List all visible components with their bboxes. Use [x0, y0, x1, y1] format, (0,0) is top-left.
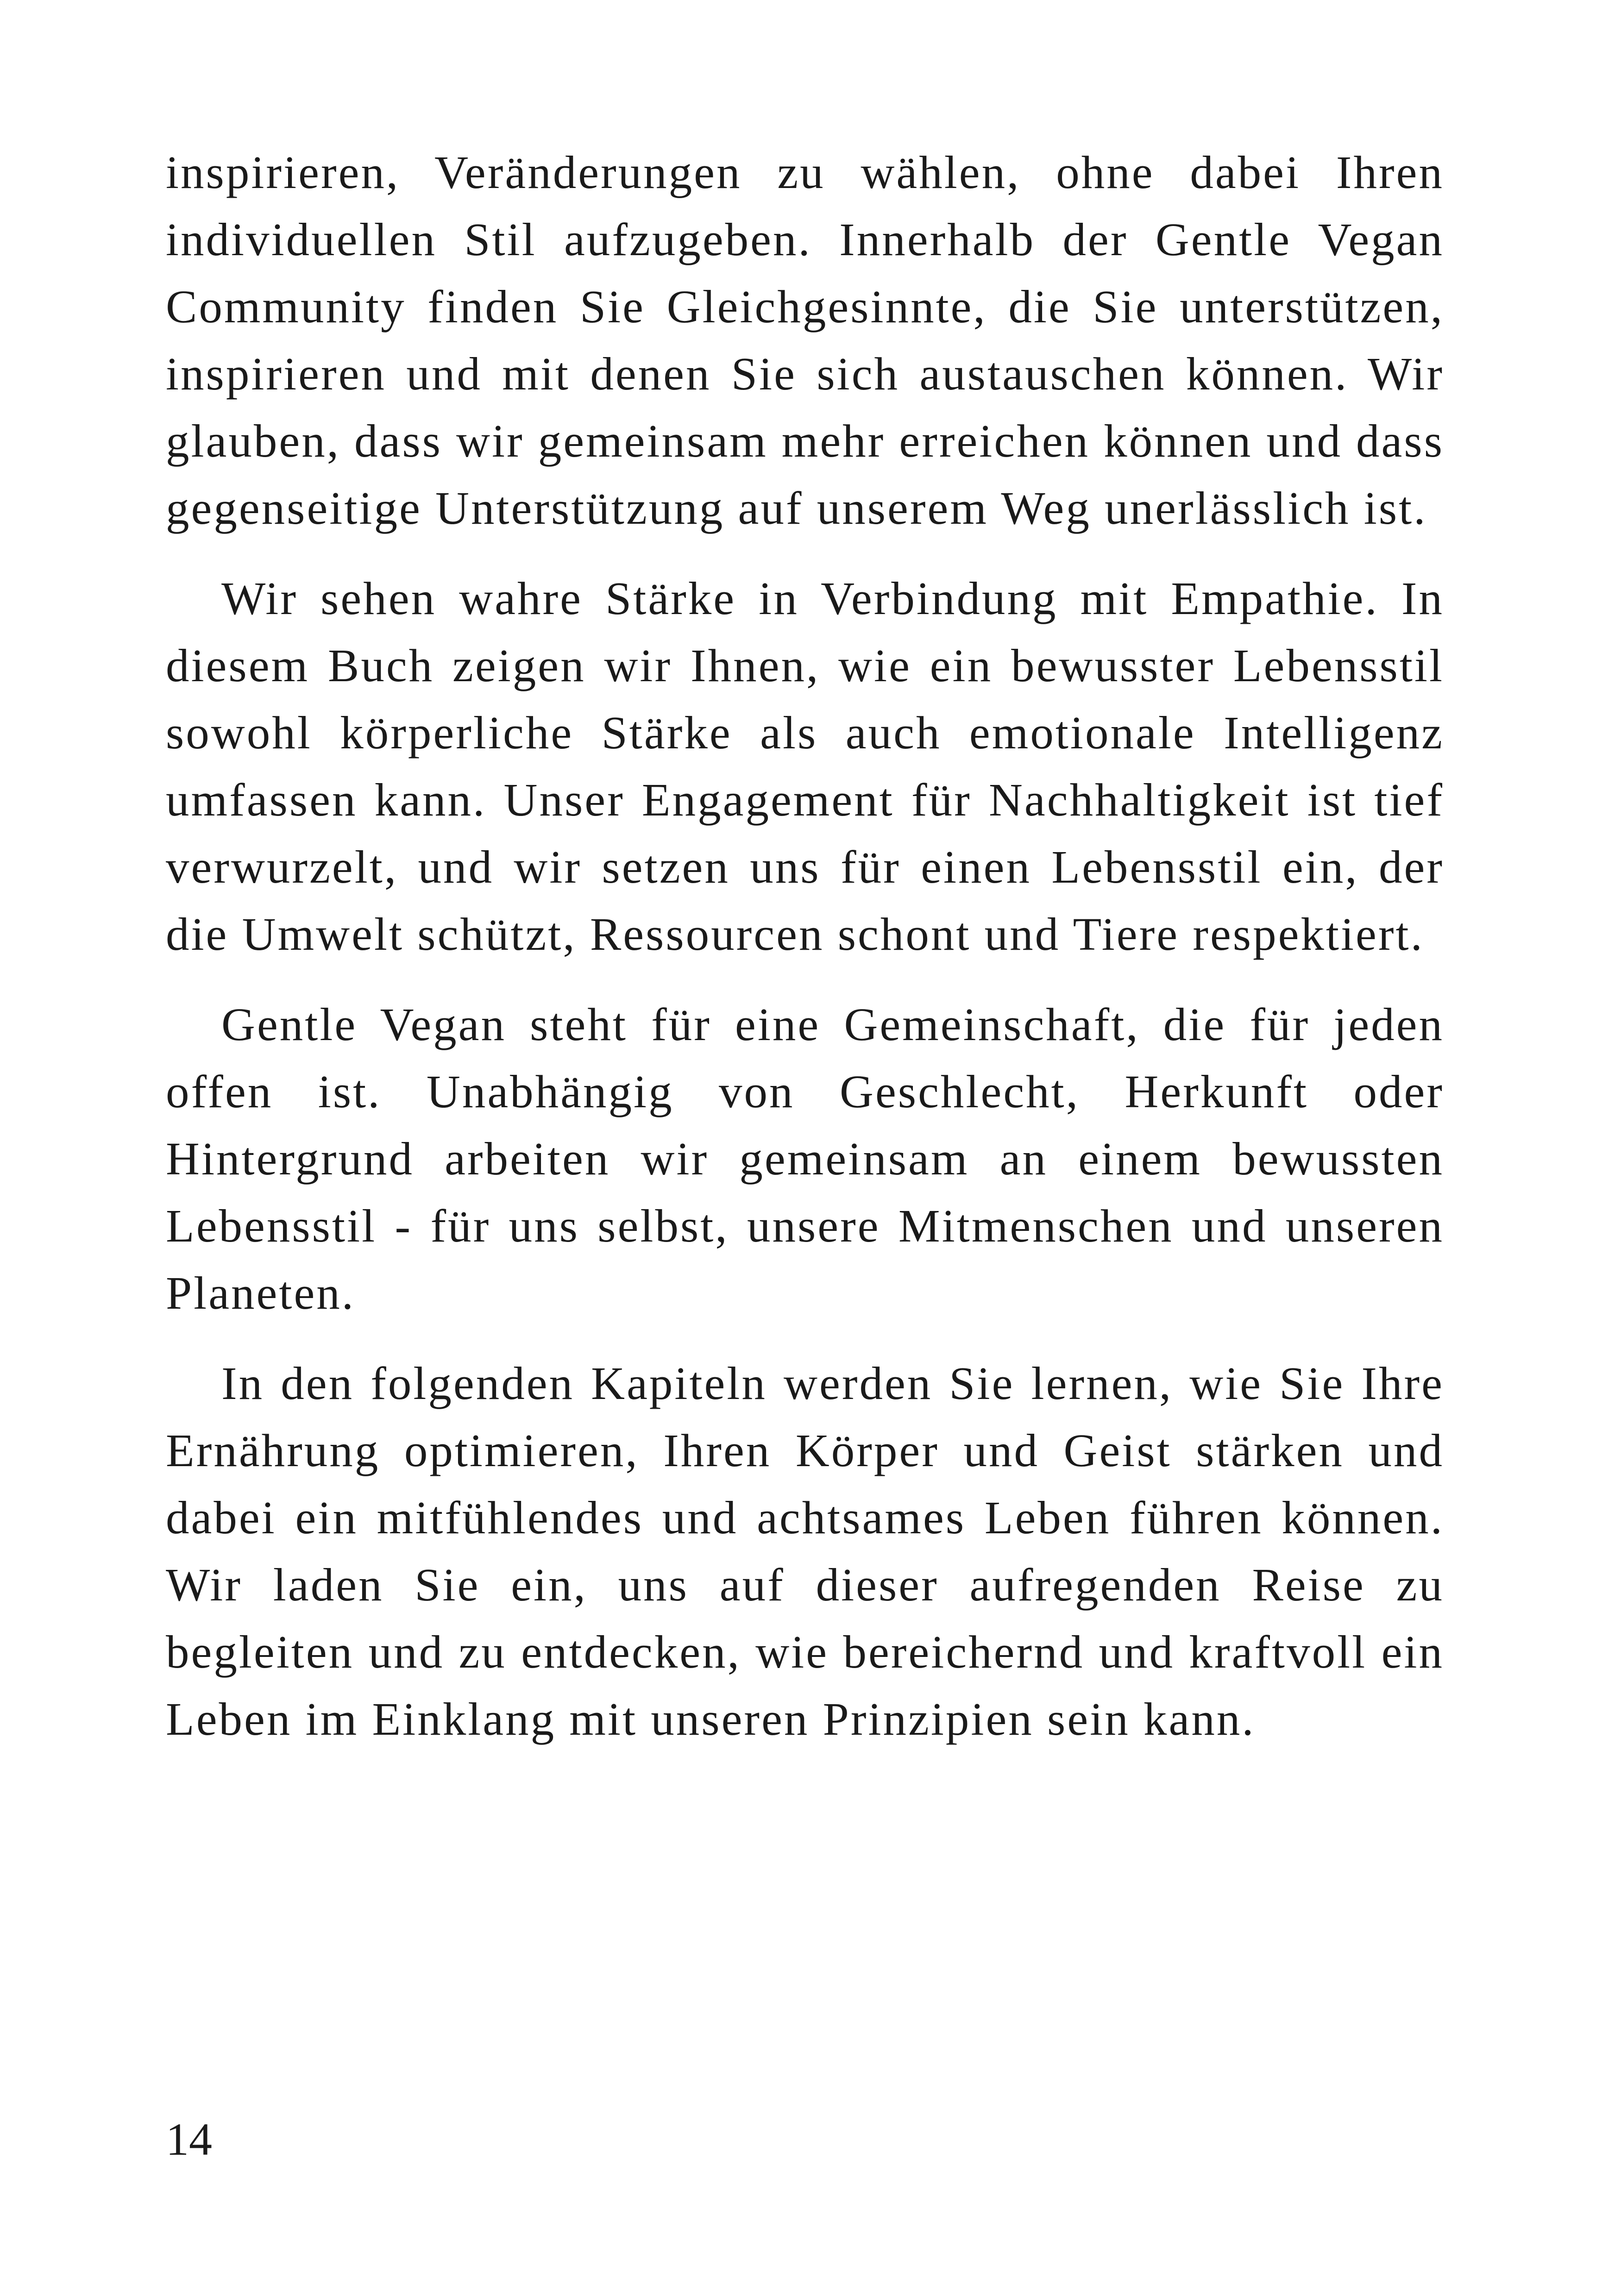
paragraph-strength-empathy: Wir sehen wahre Stärke in Verbindung mit Empathie. In diesem Buch zeigen wir Ihnen, wie ein bewusster Lebensstil sowohl körperliche Stärke als auch emotionale Intelligenz umfassen kann. Unser Engagement für Nachhaltigkeit ist tief verwurzelt, und wir setzen uns für einen Lebensstil ein, der die Umwelt schützt, Ressourcen schont und Tiere respektiert.: [166, 572, 1444, 960]
body-text: [166, 139, 1444, 1776]
paragraph-continuation: inspirieren, Veränderungen zu wählen, ohne dabei Ihren individuellen Stil aufzugeben. Innerhalb der Gentle Vegan Community finden Sie Gleichgesinnte, die Sie unterstützen, inspirieren und mit denen Sie sich austauschen können. Wir glauben, dass wir gemeinsam mehr erreichen können und dass gegenseitige Unterstützung auf unserem Weg unerlässlich ist.: [166, 146, 1444, 534]
paragraph-community: Gentle Vegan steht für eine Gemeinschaft, die für jeden offen ist. Unabhängig von Geschlecht, Herkunft oder Hintergrund arbeiten wir gemeinsam an einem bewussten Lebensstil - für uns selbst, unsere Mitmenschen und unseren Planeten.: [166, 998, 1444, 1319]
page-number: 14: [166, 2114, 212, 2165]
paragraph-chapters-outlook: In den folgenden Kapiteln werden Sie lernen, wie Sie Ihre Ernährung optimieren, Ihren Körper und Geist stärken und dabei ein mitfühlendes und achtsames Leben führen können. Wir laden Sie ein, uns auf dieser aufregenden Reise zu begleiten und zu entdecken, wie bereichernd und kraftvoll ein Leben im Einklang mit unseren Prinzipien sein kann.: [166, 1357, 1444, 1745]
